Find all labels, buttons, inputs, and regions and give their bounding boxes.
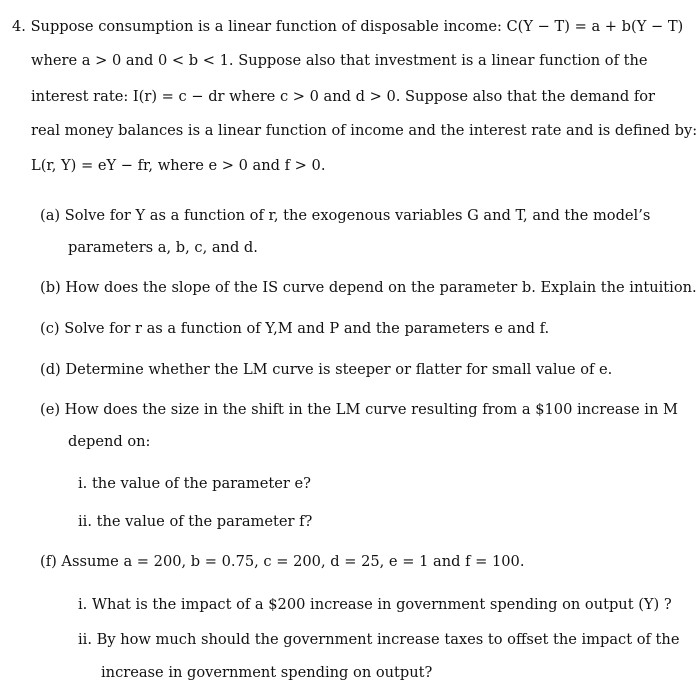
question-line-3: interest rate: I(r) = c − dr where c > 0 and d > 0. Suppose also that the demand for (31, 88, 656, 105)
part-f-item-i: i. What is the impact of a $200 increase in government spending on output (Y) ? (78, 596, 672, 613)
question-line-5: L(r, Y) = eY − fr, where e > 0 and f > 0. (31, 157, 326, 174)
part-f-item-ii-line-1: ii. By how much should the government increase taxes to offset the impact of the (78, 631, 680, 648)
part-e-line-1: (e) How does the size in the shift in the LM curve resulting from a $100 increase in M (40, 401, 678, 418)
part-e-item-ii: ii. the value of the parameter f? (78, 513, 313, 530)
part-c: (c) Solve for r as a function of Y,M and P and the parameters e and f. (40, 320, 550, 337)
part-e-item-i: i. the value of the parameter e? (78, 475, 311, 492)
part-a-line-1: (a) Solve for Y as a function of r, the exogenous variables G and T, and the model’s (40, 207, 651, 224)
part-f-line: (f) Assume a = 200, b = 0.75, c = 200, d = 25, e = 1 and f = 100. (40, 553, 525, 570)
part-d: (d) Determine whether the LM curve is steeper or flatter for small value of e. (40, 361, 613, 378)
question-line-4: real money balances is a linear function of income and the interest rate and is defined by: (31, 122, 698, 139)
part-a-line-2: parameters a, b, c, and d. (68, 239, 258, 256)
part-b: (b) How does the slope of the IS curve depend on the parameter b. Explain the intuition. (40, 279, 697, 296)
question-line-2: where a > 0 and 0 < b < 1. Suppose also that investment is a linear function of the (31, 52, 648, 69)
part-e-line-2: depend on: (68, 433, 151, 450)
part-f-item-ii-line-2: increase in government spending on output? (101, 664, 433, 681)
question-line-1: 4. Suppose consumption is a linear function of disposable income: C(Y − T) = a + b(Y − T) (12, 18, 684, 35)
